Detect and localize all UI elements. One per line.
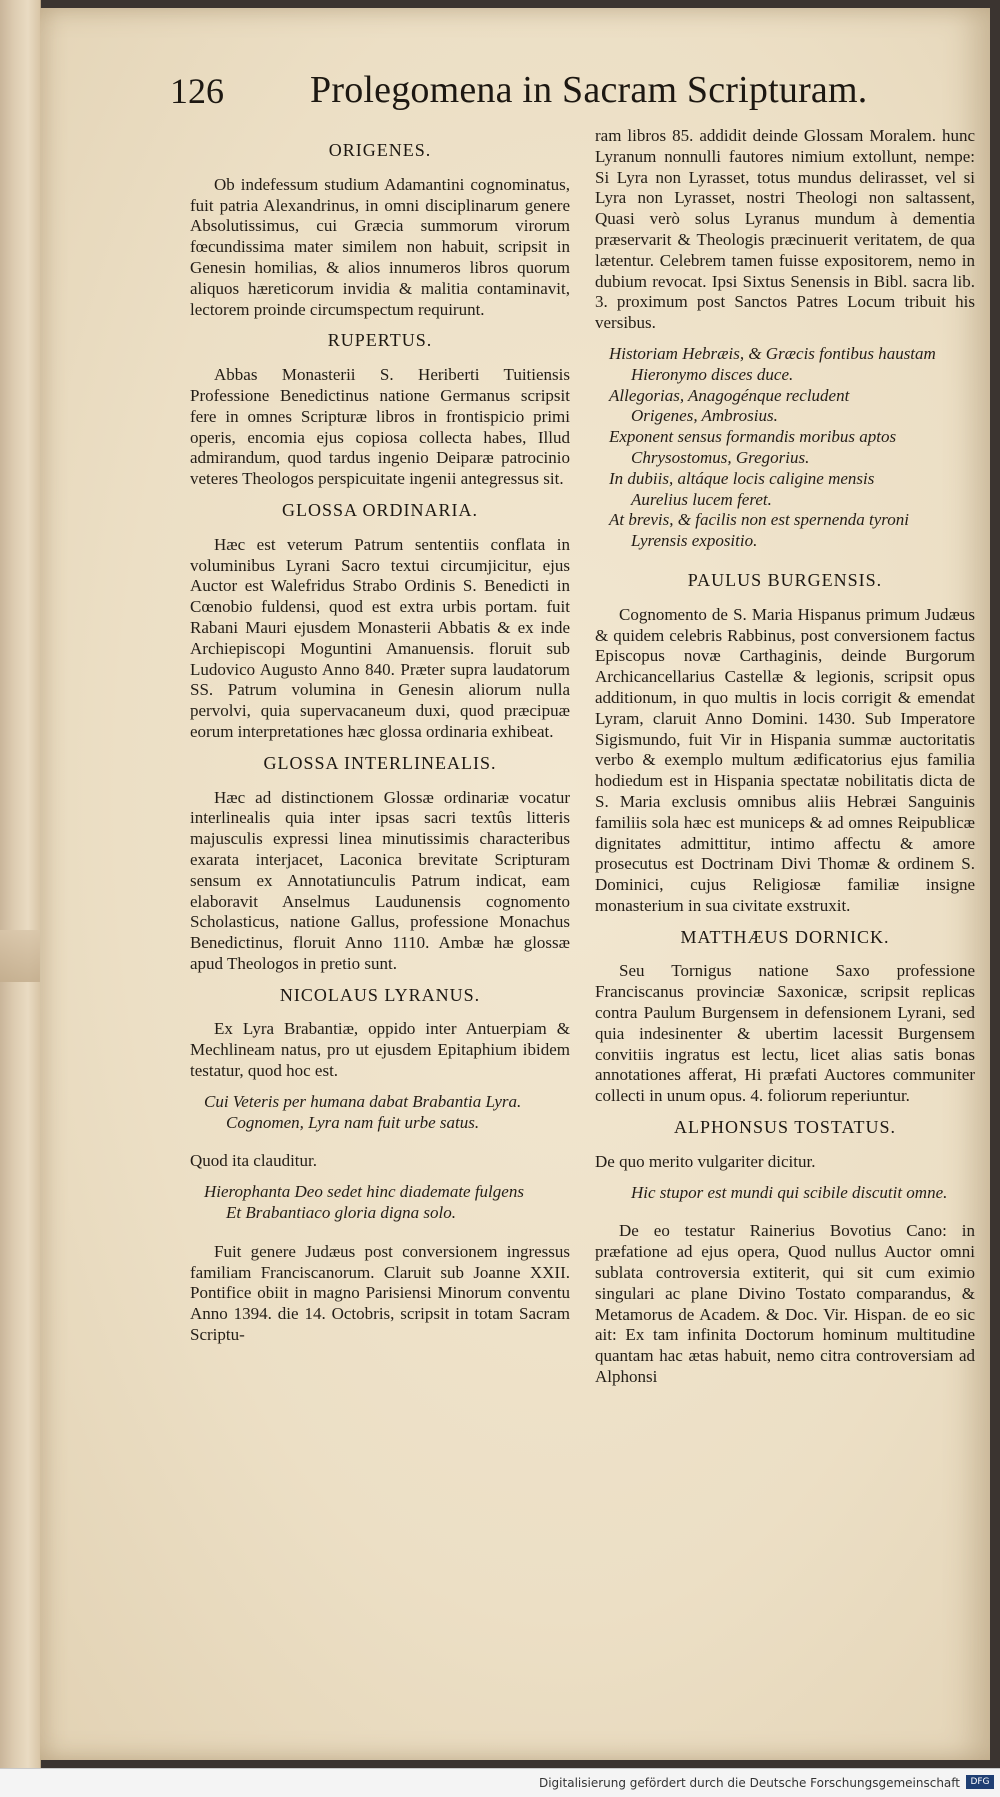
text-rupertus: Abbas Monasterii S. Heriberti Tuitiensis Professione Benedictinus natione Germanus scripsit fere in omnes Scripturæ libros in frontispicio primi operis, encomia ejus copiosa collecta habes, Illud admirandum, quod tardus ingenio Deiparæ patrocinio veteres Theologos perspicuitate ingenii antegressus sit. — [190, 365, 570, 489]
text-lyranus-continued: ram libros 85. addidit deinde Glossam Moralem. hunc Lyranum nonnulli fautores nimium extollunt, nempe: Si Lyra non Lyrasset, totus mundus delirasset, vel si Lyra non Lyrasset, nostri Theologi non saltassent, Quasi verò solus Lyranus mundum à dementia præservarit & Theologis præcinuerit veritatem, de qua lætentur. Celebrem tamen fuisse expositorem, nemo in dubium revocat. Ipsi Sixtus Senensis in Bibl. sacra lib. 3. proximum post Sanctos Patres Locum tribuit his versibus. — [595, 126, 975, 333]
text-nicolaus-mid: Quod ita clauditur. — [190, 1151, 318, 1171]
epitaph-verse — [204, 1092, 570, 1134]
text-paulus-burgensis: Cognomento de S. Maria Hispanus primum Judæus & quidem celebris Rabbinus, post conversionem factus Episcopus novæ Carthaginis, deinde Burgorum Archicancellarius Castellæ & legionis, scripsit opus additionum, in quo multis in locis corrigit & emendat Lyram, claruit Anno Domini. 1430. Sub Imperatore Sigismundo, fuit Vir in Hispania summæ auctoritatis verbo & exemplo multum ædificatorius ejus familia hodiedum est in Hispania spectatæ nobilitatis dicta de S. Maria exclusis omnibus aliis Hebræi Sanguinis familiis sola hæc est municeps & ad omnes Reipublicæ dignitates admittitur, intimo affectu & amore prosecutus est Doctrinam Divi Thomæ & ordinem S. Dominici, cujus Religiosæ familiæ insigne monasterium in sua civitate exstruxit. — [595, 604, 975, 915]
text-origenes: Ob indefessum studium Adamantini cognominatus, fuit patria Alexandrinus, in omni disciplinarum genere Absolutissimus, cui Græcia summorum virorum fœcundissima mater similem non habuit, scripsit in Genesin homilias, & alios innumeros libros quorum aliquos hæreticorum invidia & malitia contaminavit, lectorem proinde circumspectum requirunt. — [190, 174, 570, 319]
heading-origenes: ORIGENES. — [328, 140, 432, 160]
verse-line: Cognomen, Lyra nam fuit urbe satus. — [226, 1112, 480, 1132]
verse-line: Exponent sensus formandis moribus aptos — [609, 427, 897, 447]
verse-line: In dubiis, altáque locis caligine mensis — [609, 468, 875, 488]
verse-line: Hierophanta Deo sedet hinc diademate fulgens — [204, 1182, 524, 1202]
verse-line: Chrysostomus, Gregorius. — [631, 447, 810, 467]
verse-line: Hieronymo disces duce. — [631, 364, 794, 384]
digitization-footer — [0, 1768, 1000, 1797]
dfg-logo: DFG — [966, 1775, 994, 1789]
heading-nicolaus-lyranus: NICOLAUS LYRANUS. — [279, 984, 481, 1005]
text-alphonsus-tostatus: De eo testatur Rainerius Bovotius Cano: in præfatione ad ejus opera, Quod nullus Auctor omni sublata controversia extiterit, qui sit cum eximio singulari ac plane Divino Tostato comparandus, & Metamorus de Academ. & Doc. Vir. Hispan. de eo sic ait: Ex tam infinita Doctorum hominum multitudine quantam hac ætas habuit, nemo citra controversiam ad Alphonsi — [595, 1221, 975, 1387]
text-matthaeus-dornick: Seu Tornigus natione Saxo professione Franciscanus provinciæ Saxonicæ, scripsit replicas contra Paulum Burgensem in defensionem Lyrani, sed quia indesinenter & ubertim lacessit Burgensem convitiis ingratus est lectu, licet alias satis bonas annotationes afferat, Hi præfati Auctores communiter collecti in unum opus. 4. foliorum reperiuntur. — [595, 961, 975, 1106]
verse-line: Historiam Hebræis, & Græcis fontibus haustam — [609, 343, 936, 363]
verse-line: Hic stupor est mundi qui scibile discutit omne. — [631, 1182, 948, 1202]
text-nicolaus-lyranus: Ex Lyra Brabantiæ, oppido inter Antuerpiam & Mechlineam natus, pro ut ejusdem Epitaphium ibidem testatur, quod hoc est. — [190, 1019, 570, 1081]
page-number: 126 — [170, 71, 224, 111]
text-glossa-ordinaria: Hæc est veterum Patrum sententiis conflata in voluminibus Lyrani Sacro textui circumjicitur, ejus Auctor est Walefridus Strabo Ordinis S. Benedicti in Cœnobio fuldensi, quod est extra urbis portam. fuit Rabani Mauri ejusdem Monasterii Abbatis & ex inde Archiepiscopi Moguntini Amanuensis. floruit sub Ludovico Augusto Anno 840. Præter supra laudatorum SS. Patrum volumina in Genesin aliorum nulla pervolvi, quia supervacaneum duxi, quod præcipuæ eorum interpretationes hæc glossa ordinaria exhibeat. — [190, 534, 570, 741]
heading-rupertus: RUPERTUS. — [327, 330, 433, 351]
left-column — [190, 130, 570, 1356]
alphonsus-verse — [609, 1183, 975, 1204]
book-page — [40, 8, 990, 1760]
right-column — [595, 126, 975, 1398]
heading-paulus-burgensis: PAULUS BURGENSIS. — [687, 569, 883, 590]
page-header — [170, 68, 930, 124]
verse-line: Cui Veteris per humana dabat Brabantia Lyra. — [204, 1091, 522, 1111]
text-glossa-interlinealis: Hæc ad distinctionem Glossæ ordinariæ vocatur interlinealis quia inter ipsas sacri textûs litteris majusculis expressi linea minutissimis characteribus exarata interjacet, Laconica brevitate Scripturam sensum ex Annotatiunculis Patrum indicat, eam elaboravit Anselmus Laudunensis cognomento Scholasticus, natione Gallus, professione Monachus Benedictinus, floruit Anno 1110. Ambæ hæ glossæ apud Theologos in pretio sunt. — [190, 787, 570, 973]
sixtus-verse — [609, 344, 975, 552]
epitaph-verse-2 — [204, 1182, 570, 1224]
book-spine-edge — [0, 0, 41, 1796]
heading-alphonsus-tostatus: ALPHONSUS TOSTATUS. — [674, 1117, 896, 1138]
verse-line: Lyrensis expositio. — [631, 531, 758, 551]
text-nicolaus-lyranus-2: Fuit genere Judæus post conversionem ingressus familiam Franciscanorum. Claruit sub Joanne XXII. Pontifice obiit in magno Parisiensi Minorum conventu Anno 1394. die 14. Octobris, scripsit in totam Sacram Scriptu- — [190, 1241, 570, 1345]
heading-glossa-ordinaria: GLOSSA ORDINARIA. — [281, 499, 478, 520]
text-alphonsus-intro: De quo merito vulgariter dicitur. — [595, 1151, 816, 1171]
verse-line: Et Brabantiaco gloria digna solo. — [226, 1203, 456, 1223]
verse-line: Allegorias, Anagogénque recludent — [609, 385, 850, 405]
verse-line: Origenes, Ambrosius. — [631, 406, 778, 426]
heading-matthaeus-dornick: MATTHÆUS DORNICK. — [680, 926, 890, 947]
funding-credit: Digitalisierung gefördert durch die Deutsche Forschungsgemeinschaft — [538, 1776, 960, 1790]
running-title: Prolegomena in Sacram Scripturam. — [310, 69, 868, 111]
verse-line: Aurelius lucem feret. — [631, 489, 772, 509]
verse-line: At brevis, & facilis non est spernenda tyroni — [609, 510, 909, 530]
heading-glossa-interlinealis: GLOSSA INTERLINEALIS. — [263, 752, 497, 773]
